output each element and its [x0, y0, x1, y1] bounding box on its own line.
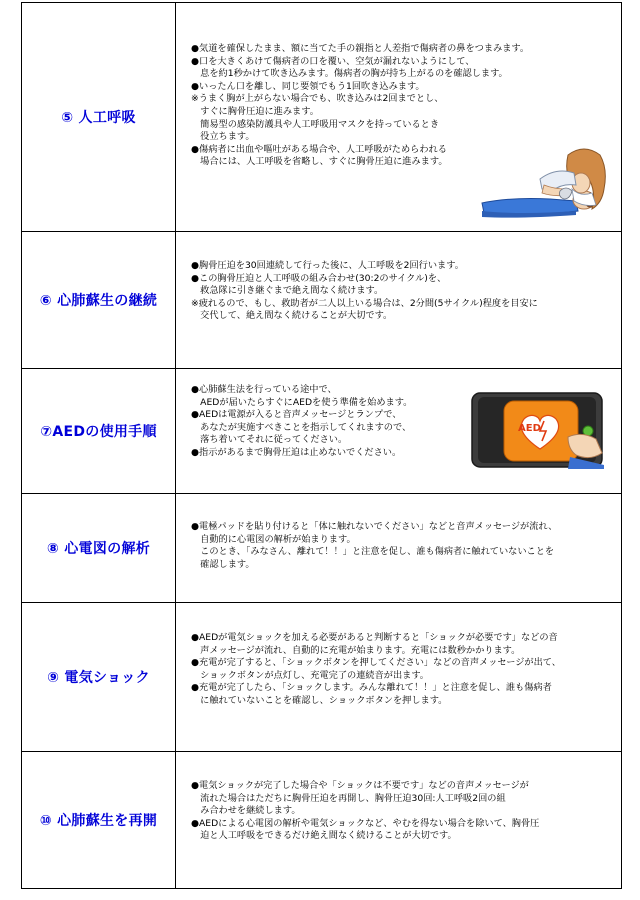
step-content-cell [176, 494, 622, 603]
step-title: ⑩ 心肺蘇生を再開 [39, 813, 158, 829]
step-row-electric-shock [22, 603, 622, 752]
text-line: ※疲れるので、もし、救助者が二人以上いる場合は、2分間(5サイクル)程度を目安に [191, 297, 538, 309]
text-line: ●AEDが電気ショックを加える必要があると判断すると「ショックが必要です」などの音 [191, 632, 558, 643]
text-line: ●気道を確保したまま、額に当てた手の親指と人差指で傷病者の鼻をつまみます。 [191, 43, 530, 54]
text-line: 交代して、絶え間なく続けることが大切です。 [191, 310, 393, 322]
step-label-cell [22, 232, 176, 369]
text-line: ●AEDによる心電図の解析や電気ショックなど、やむを得ない場合を除いて、胸骨圧 [191, 817, 540, 829]
text-line: ●心肺蘇生法を行っている途中で、 [191, 384, 337, 395]
step-content-cell [176, 369, 622, 494]
step-title: ⑦AEDの使用手順 [40, 424, 157, 440]
step-text [191, 384, 412, 460]
step-text [191, 521, 557, 571]
aed-device-illustration [470, 391, 604, 469]
step-label-cell [22, 752, 176, 889]
step-title: ⑨ 電気ショック [47, 670, 150, 686]
text-line: あなたが実施すべきことを指示してくれますので、 [191, 421, 412, 433]
step-text [191, 632, 561, 708]
text-line: ●いったん口を離し、同じ要領でもう1回吹き込みます。 [191, 80, 425, 92]
text-line: に触れていないことを確認し、ショックボタンを押します。 [191, 694, 448, 706]
text-line: AEDが届いたらすぐにAEDを使う準備を始めます。 [191, 396, 413, 408]
text-line: ●口を大きくあけて傷病者の口を覆い、空気が漏れないようにして、 [191, 55, 475, 67]
text-line: 声メッセージが流れ、自動的に充電が始まります。充電には数秒かかります。 [191, 644, 521, 656]
step-title: ⑤ 人工呼吸 [61, 110, 136, 126]
step-row-ecg-analysis [22, 494, 622, 603]
text-line: 迫と人工呼吸をできるだけ絶え間なく続けることが大切です。 [191, 830, 457, 842]
text-line: 流れた場合はただちに胸骨圧迫を再開し、胸骨圧迫30回:人工呼吸2回の組 [191, 792, 506, 804]
text-line: ●胸骨圧迫を30回連続して行った後に、人工呼吸を2回行います。 [191, 260, 464, 271]
step-content-cell [176, 603, 622, 752]
text-line: ※うまく胸が上がらない場合でも、吹き込みは2回までとし、 [191, 93, 444, 105]
step-content-cell [176, 232, 622, 369]
cpr-steps-table [21, 2, 622, 889]
text-line: ●AEDは電源が入ると音声メッセージとランプで、 [191, 409, 402, 421]
step-text [191, 260, 538, 323]
text-line: ●この胸骨圧迫と人工呼吸の組み合わせ(30:2のサイクル)を、 [191, 272, 447, 284]
step-title: ⑧ 心電図の解析 [46, 541, 151, 557]
text-line: ●電極パッドを貼り付けると「体に触れないでください」などと音声メッセージが流れ、 [191, 521, 558, 532]
text-line: このとき、「みなさん、離れて！！」と注意を促し、誰も傷病者に触れていないことを [191, 546, 555, 558]
text-line: 救急隊に引き継ぐまで絶え間なく続けます。 [191, 285, 384, 297]
step-row-resume-cpr [22, 752, 622, 889]
text-line: ●傷病者に出血や嘔吐がある場合や、人工呼吸がためらわれる [191, 143, 447, 155]
text-line: 落ち着いてそれに従ってください。 [191, 434, 348, 446]
text-line: 役立ちます。 [191, 131, 255, 143]
step-label-cell [22, 494, 176, 603]
step-content-cell [176, 752, 622, 889]
step-content-cell [176, 3, 622, 232]
text-line: ●充電が完了すると、「ショックボタンを押してください」などの音声メッセージが出て、 [191, 657, 561, 669]
text-line: 確認します。 [191, 558, 255, 570]
text-line: 息を約1秒かけて吹き込みます。傷病者の胸が持ち上がるのを確認します。 [191, 68, 508, 80]
step-text [191, 43, 529, 169]
text-line: 自動的に心電図の解析が始まります。 [191, 533, 356, 545]
step-text [191, 780, 539, 843]
step-label-cell [22, 369, 176, 494]
text-line: 場合には、人工呼吸を省略し、すぐに胸骨圧迫に進みます。 [191, 156, 448, 168]
step-row-continue-cpr [22, 232, 622, 369]
step-title: ⑥ 心肺蘇生の継続 [39, 293, 158, 309]
text-line: ●充電が完了したら、「ショックします。みんな離れて！！」と注意を促し、誰も傷病者 [191, 682, 552, 694]
step-row-aed-procedure [22, 369, 622, 494]
text-line: ショックボタンが点灯し、充電完了の連続音が出ます。 [191, 669, 429, 681]
aed-device-label: AED [518, 423, 541, 434]
step-label-cell [22, 3, 176, 232]
text-line: ●電気ショックが完了した場合や「ショックは不要です」などの音声メッセージが [191, 780, 529, 791]
rescue-breathing-illustration [480, 145, 610, 225]
text-line: み合わせを継続します。 [191, 805, 301, 817]
text-line: ●指示があるまで胸骨圧迫は止めないでください。 [191, 446, 402, 458]
text-line: すぐに胸骨圧迫に進みます。 [191, 105, 319, 117]
text-line: 簡易型の感染防護具や人工呼吸用マスクを持っているとき [191, 118, 440, 130]
step-label-cell [22, 603, 176, 752]
step-row-artificial-respiration [22, 3, 622, 232]
